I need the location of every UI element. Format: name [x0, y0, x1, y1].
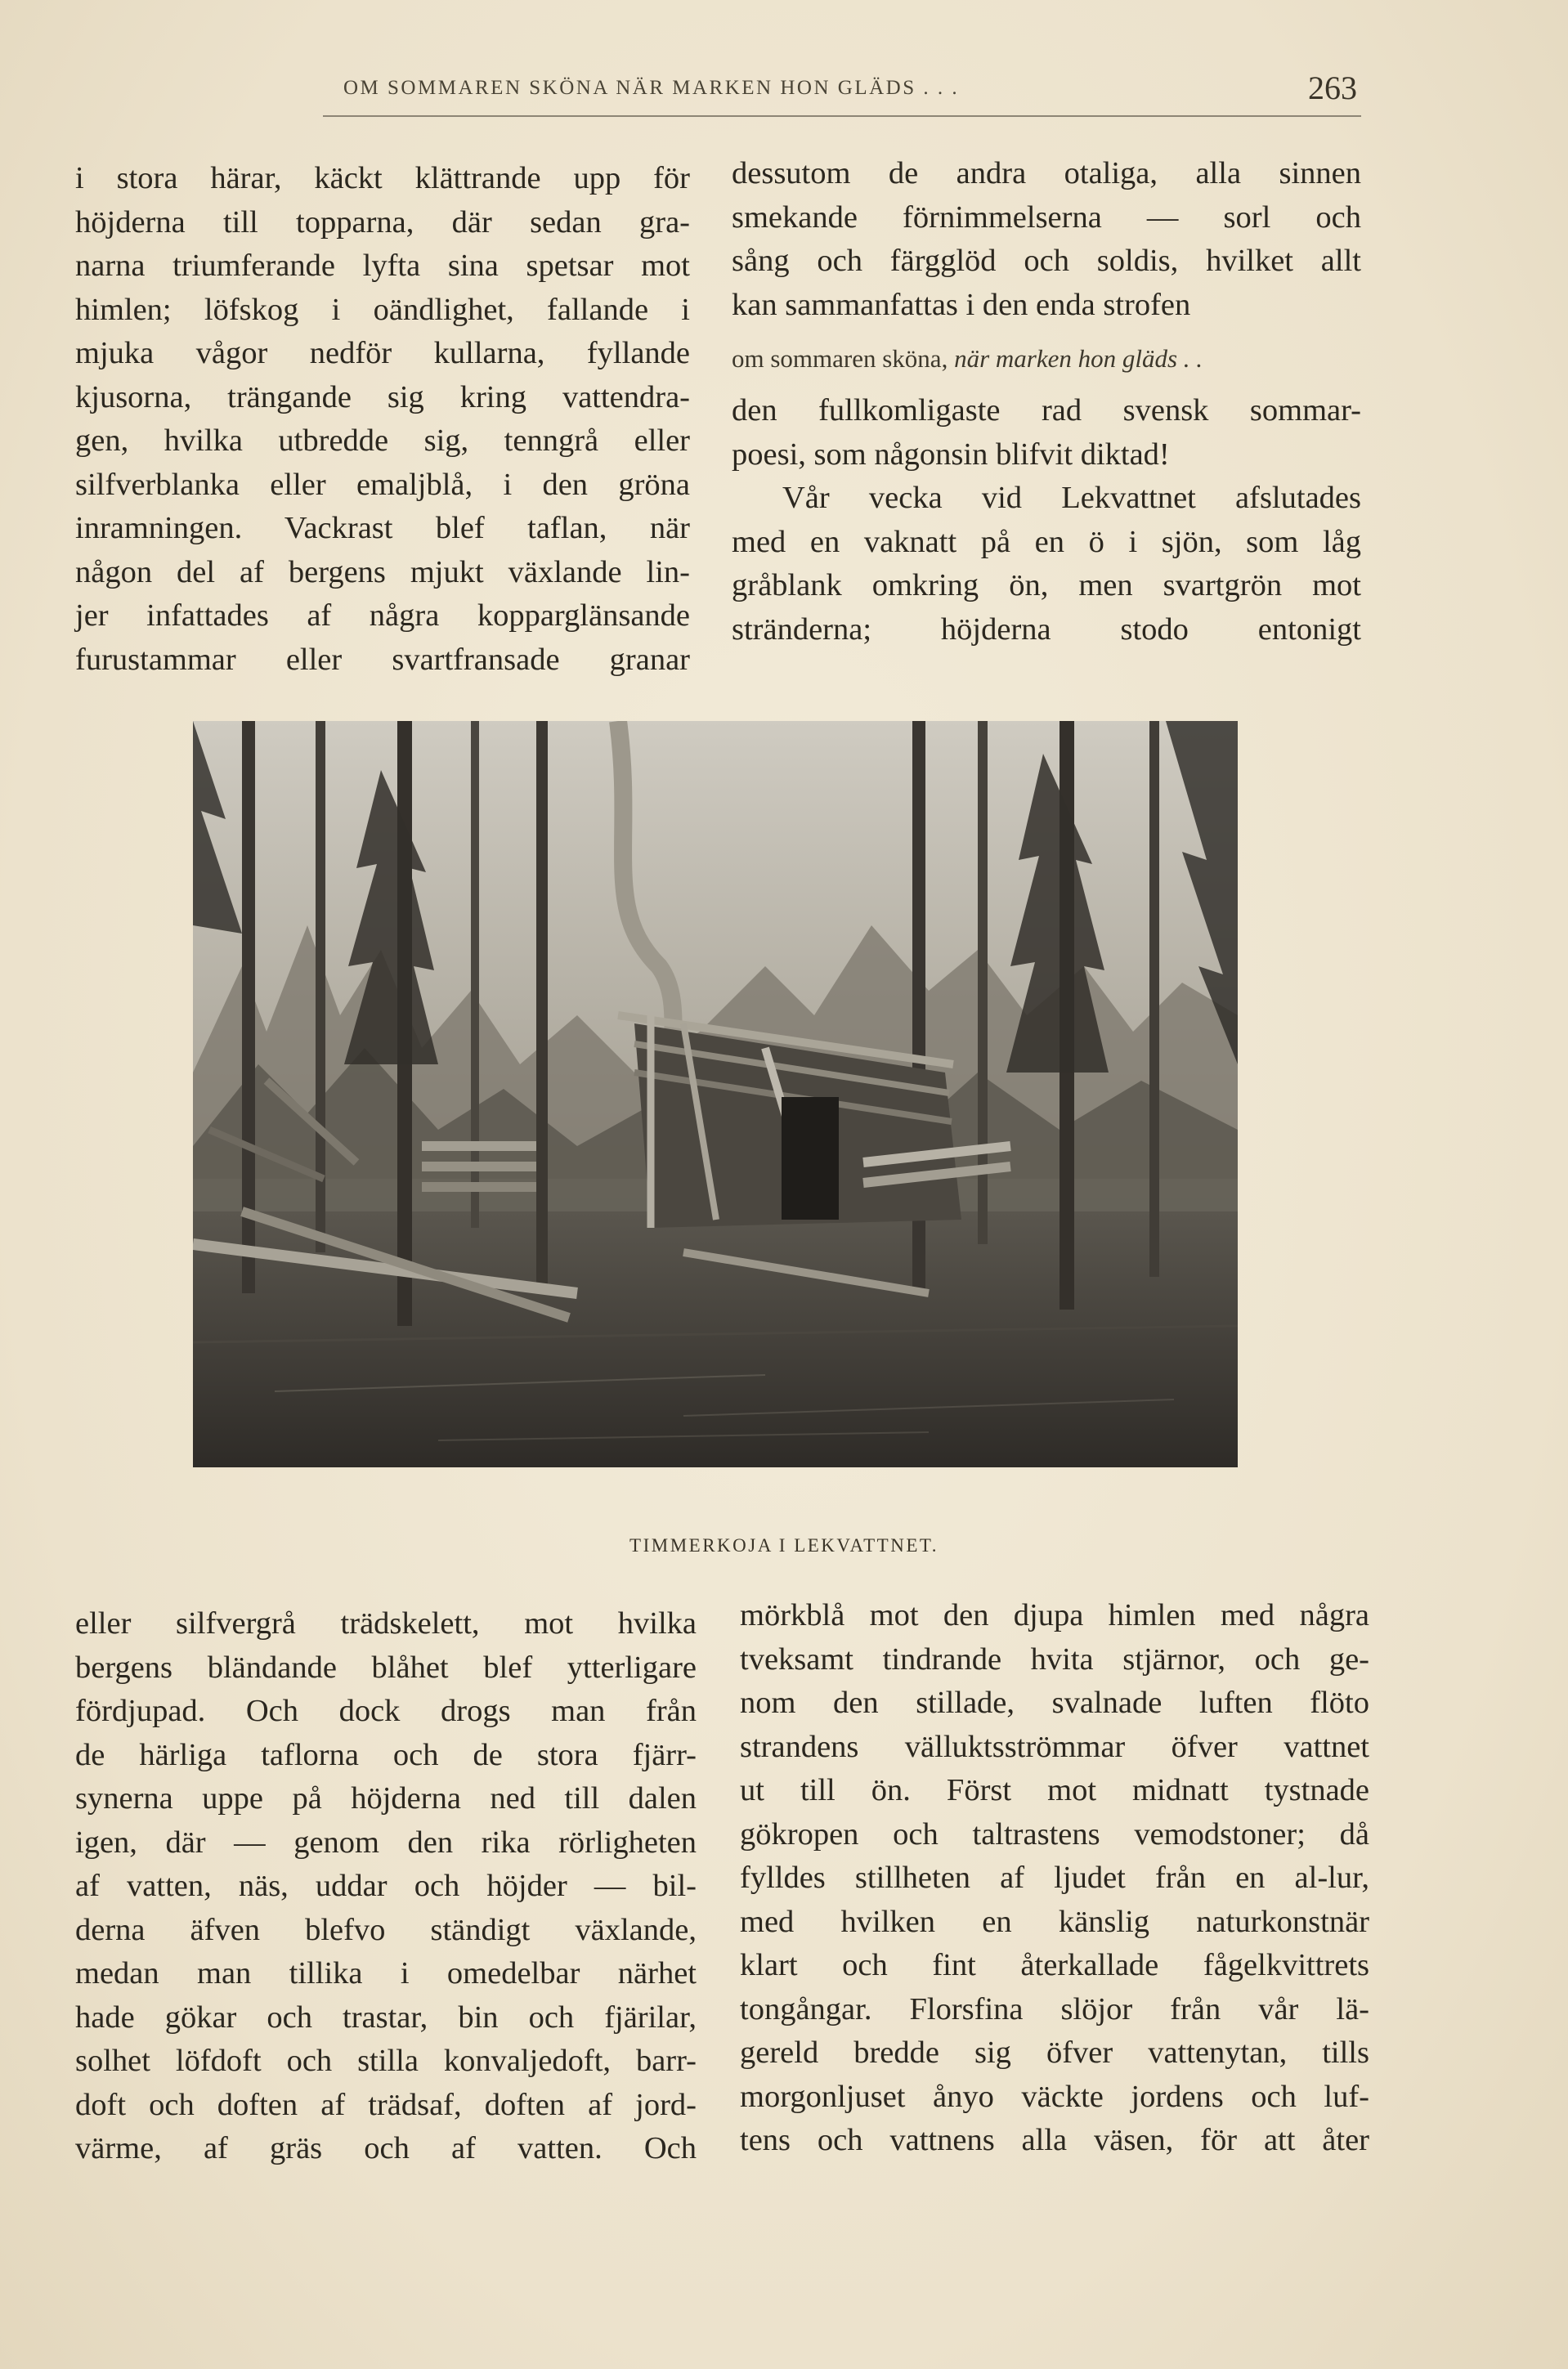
figure-caption: TIMMERKOJA I LEKVATTNET. [629, 1535, 939, 1556]
forest-cabin-photograph [193, 721, 1238, 1467]
text-line: tveksamt tindrande hvita stjärnor, och ge- [740, 1641, 1369, 1677]
text-line: kjusorna, trängande sig kring vattendra- [75, 379, 690, 414]
text-line: doft och doften af trädsaf, doften af jord- [75, 2087, 697, 2122]
text-line: solhet löfdoft och stilla konvaljedoft, barr- [75, 2044, 697, 2078]
text-line: ut till ön. Först mot midnatt tystnade [740, 1773, 1369, 1807]
text-line: derna äfven blefvo ständigt växlande, [75, 1912, 697, 1947]
text-line: de härliga taflorna och de stora fjärr- [75, 1737, 697, 1772]
text-line: stränderna; höjderna stodo entonigt [732, 611, 1361, 647]
quote-italic: när marken hon gläds . . [954, 344, 1203, 373]
running-head: OM SOMMAREN SKÖNA NÄR MARKEN HON GLÄDS . . . [343, 77, 960, 99]
verse-quote [732, 327, 1361, 389]
text-line: gereld bredde sig öfver vattenytan, tills [740, 2035, 1369, 2070]
text-line: i stora härar, käckt klättrande upp för [75, 161, 690, 195]
text-line: morgonljuset ånyo väckte jordens och luf- [740, 2079, 1369, 2114]
text-line: gökropen och taltrastens vemodstoner; då [740, 1816, 1369, 1852]
text-line: af vatten, näs, uddar och höjder — bil- [75, 1869, 697, 1903]
text-line: tongångar. Florsfina slöjor från vår lä- [740, 1991, 1369, 2026]
text-line: gråblank omkring ön, men svartgrön mot [732, 568, 1361, 602]
text-line: igen, där — genom den rika rörligheten [75, 1825, 697, 1860]
text-line: inramningen. Vackrast blef taflan, när [75, 511, 690, 545]
text-line: sång och färgglöd och soldis, hvilket allt [732, 244, 1361, 278]
text-line: med en vaknatt på en ö i sjön, som låg [732, 524, 1361, 559]
text-line: himlen; löfskog i oändlighet, fallande i [75, 292, 690, 327]
text-line: Vår vecka vid Lekvattnet afslutades [782, 481, 1361, 515]
column-top-left [75, 157, 690, 682]
page-header [74, 69, 1357, 114]
text-line: poesi, som någonsin blifvit diktad! [732, 437, 1170, 472]
text-line: höjderna till topparna, där sedan gra- [75, 204, 690, 240]
header-rule [323, 115, 1361, 117]
page-number: 263 [1308, 69, 1357, 106]
text-line: fylldes stillheten af ljudet från en al-lur, [740, 1861, 1369, 1895]
text-line: någon del af bergens mjukt växlande lin- [75, 554, 690, 589]
text-line: nom den stillade, svalnade luften flöto [740, 1686, 1369, 1720]
text-line: mörkblå mot den djupa himlen med några [740, 1598, 1369, 1632]
text-line: synerna uppe på höjderna ned till dalen [75, 1781, 697, 1816]
text-line: hade gökar och trastar, bin och fjärilar, [75, 2000, 697, 2035]
text-line: eller silfvergrå trädskelett, mot hvilka [75, 1606, 697, 1641]
text-line: dessutom de andra otaliga, alla sinnen [732, 156, 1361, 190]
quote-plain: om sommaren sköna, [732, 344, 948, 373]
text-line: fördjupad. Och dock drogs man från [75, 1694, 697, 1728]
text-line: tens och vattnens alla väsen, för att åter [740, 2123, 1369, 2157]
text-line: jer infattades af några kopparglänsande [75, 598, 690, 633]
text-line: den fullkomligaste rad svensk sommar- [732, 393, 1361, 428]
text-line: narna triumferande lyfta sina spetsar mot [75, 249, 690, 283]
text-line: värme, af gräs och af vatten. Och [75, 2131, 697, 2165]
column-bottom-left [75, 1602, 697, 2171]
column-bottom-right [740, 1594, 1369, 2163]
text-line: smekande förnimmelserna — sorl och [732, 199, 1361, 235]
text-line: bergens bländande blåhet blef ytterligare [75, 1650, 697, 1685]
text-line: kan sammanfattas i den enda strofen [732, 287, 1191, 322]
text-line: klart och fint återkallade fågelkvittrets [740, 1948, 1369, 1982]
text-line: mjuka vågor nedför kullarna, fyllande [75, 336, 690, 370]
text-line: med hvilken en känslig naturkonstnär [740, 1904, 1369, 1939]
text-line: silfverblanka eller emaljblå, i den gröna [75, 467, 690, 502]
text-line: furustammar eller svartfransade granar [75, 642, 690, 677]
column-top-right [732, 152, 1361, 652]
text-line: medan man tillika i omedelbar närhet [75, 1956, 697, 1991]
text-line: strandens välluktsströmmar öfver vattnet [740, 1729, 1369, 1764]
text-line: gen, hvilka utbredde sig, tenngrå eller [75, 423, 690, 458]
